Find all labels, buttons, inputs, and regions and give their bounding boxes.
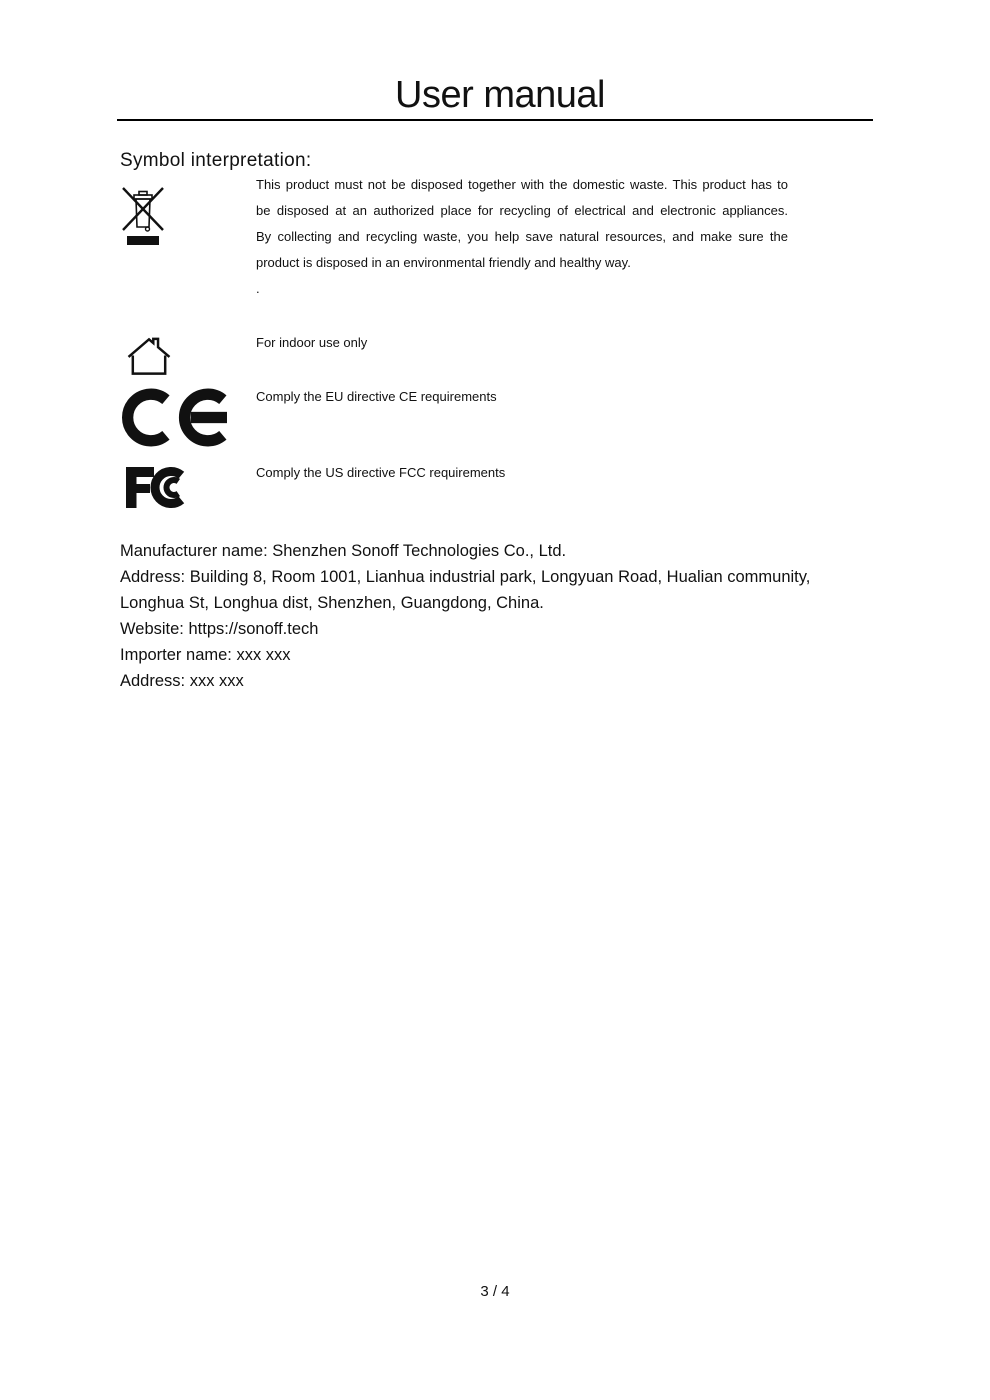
fcc-mark-icon [126, 464, 196, 508]
fcc-compliance-label: Comply the US directive FCC requirements [256, 465, 506, 480]
house-icon [126, 336, 172, 376]
manufacturer-info [120, 538, 900, 694]
weee-crossed-out-bin-icon [121, 184, 165, 246]
description-line: By collecting and recycling waste, you help save natural resources, and make sure the [256, 229, 788, 244]
description-line: product is disposed in an environmental friendly and healthy way. [256, 255, 631, 270]
manufacturer-line: Importer name: xxx xxx [120, 646, 291, 664]
title-rule [117, 119, 873, 121]
indoor-use-label: For indoor use only [256, 335, 368, 350]
ce-compliance-label: Comply the EU directive CE requirements [256, 389, 497, 404]
page-title: User manual [395, 74, 605, 116]
manufacturer-line: Longhua St, Longhua dist, Shenzhen, Guangdong, China. [120, 594, 544, 612]
manufacturer-line: Website: https://sonoff.tech [120, 620, 319, 638]
ce-mark-icon [122, 388, 227, 447]
section-heading: Symbol interpretation: [120, 150, 312, 171]
description-line: be disposed at an authorized place for recycling of electrical and electronic appliances. [256, 203, 788, 218]
manufacturer-line: Address: xxx xxx [120, 672, 244, 690]
description-line: This product must not be disposed together with the domestic waste. This product has to [256, 177, 788, 192]
page-number: 3 / 4 [480, 1283, 510, 1300]
manufacturer-line: Manufacturer name: Shenzhen Sonoff Technologies Co., Ltd. [120, 542, 567, 560]
weee-trailing-period: . [256, 281, 260, 296]
manufacturer-line: Address: Building 8, Room 1001, Lianhua industrial park, Longyuan Road, Hualian community, [120, 568, 811, 586]
weee-description [256, 172, 788, 302]
